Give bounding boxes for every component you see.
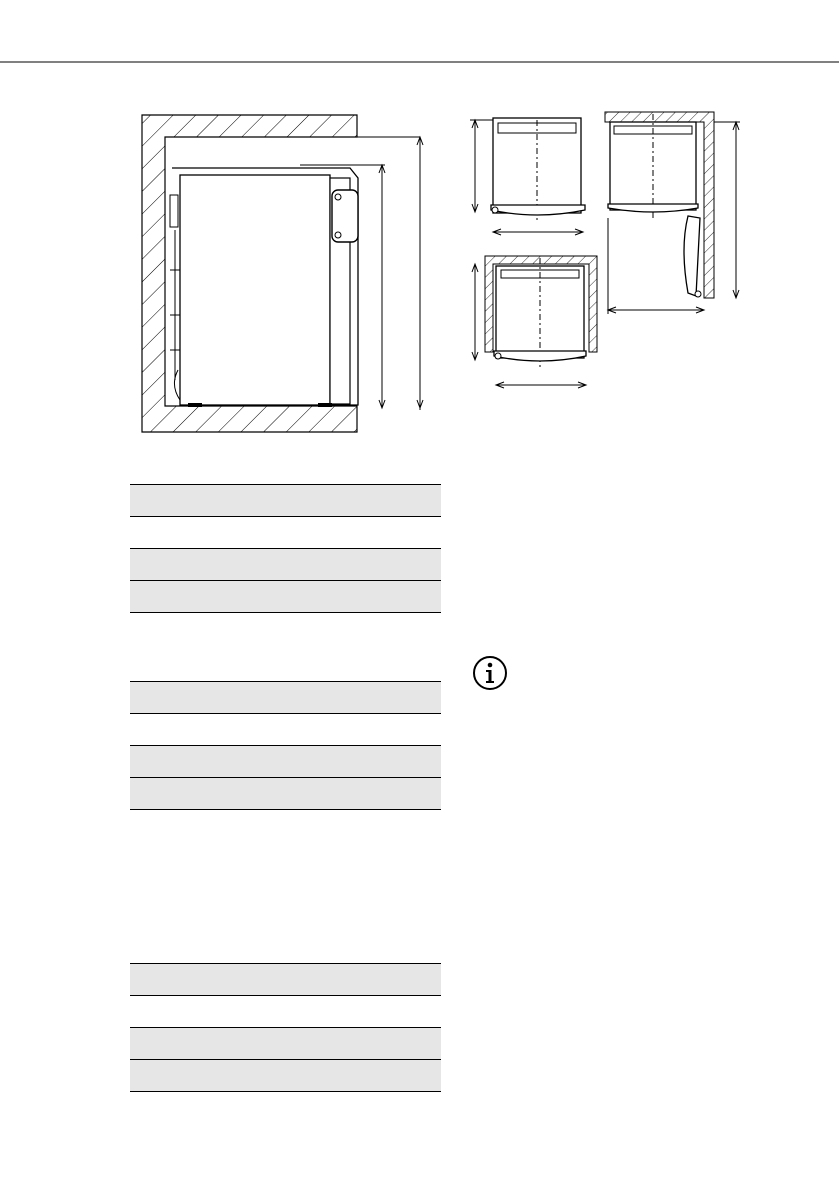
table-row xyxy=(130,1028,441,1060)
info-icon xyxy=(472,655,508,691)
dimension-table-3 xyxy=(130,963,441,1092)
table-row xyxy=(130,581,441,613)
table-row xyxy=(130,778,441,810)
table-row xyxy=(130,682,441,714)
table-row xyxy=(130,517,441,549)
table-row xyxy=(130,714,441,746)
table-row xyxy=(130,1060,441,1092)
top-view-diagram-2 xyxy=(465,252,600,392)
table-row xyxy=(130,996,441,1028)
dimension-table-2 xyxy=(130,681,441,810)
top-view-diagram-1 xyxy=(465,110,595,240)
table-row xyxy=(130,746,441,778)
top-view-diagram-3 xyxy=(600,108,750,320)
table-row xyxy=(130,964,441,996)
header-rule xyxy=(0,0,839,70)
dimension-table-1 xyxy=(130,484,441,613)
side-view-diagram xyxy=(120,100,440,440)
table-row xyxy=(130,549,441,581)
table-row xyxy=(130,485,441,517)
